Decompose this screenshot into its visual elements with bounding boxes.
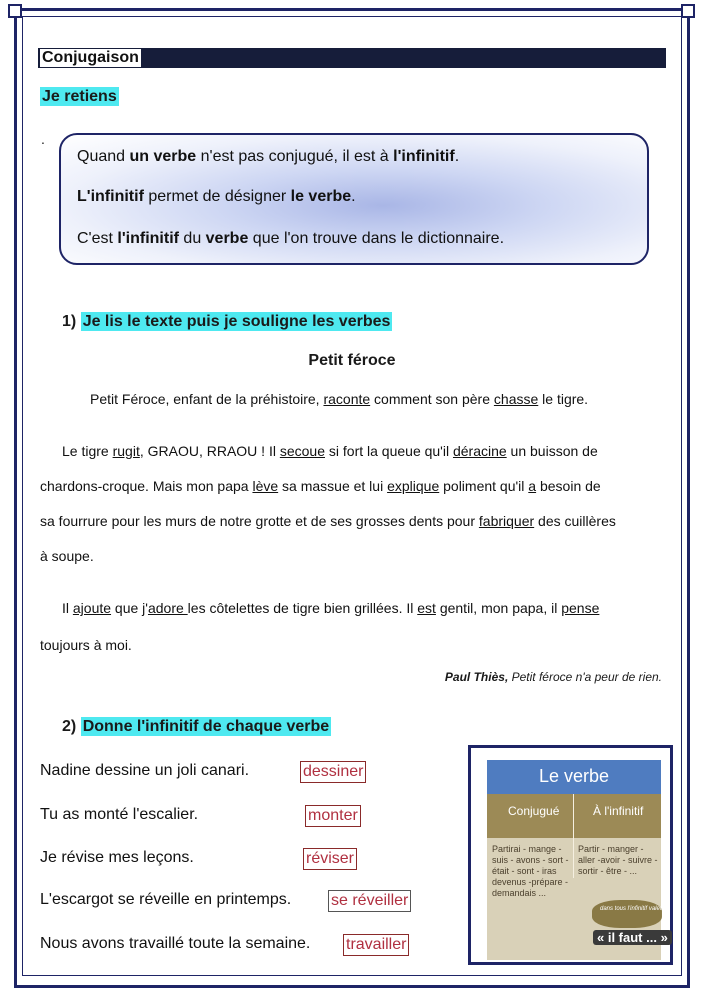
retiens-heading: Je retiens [42,88,117,105]
exercise-1-heading: 1) Je lis le texte puis je souligne les verbes [62,313,391,330]
rule-line-3: C'est l'infinitif du verbe que l'on trouve dans le dictionnaire. [77,230,505,247]
answer-box: travailler [343,934,409,956]
story-title: Petit féroce [308,352,396,369]
rule-line-1: Quand un verbe n'est pas conjugué, il est à l'infinitif. [77,148,460,165]
story-paragraph-1: Petit Féroce, enfant de la préhistoire, raconte comment son père chasse le tigre. [90,391,589,407]
answer-box: réviser [303,848,357,870]
story-line: Le tigre rugit, GRAOU, RRAOU ! Il secoue si fort la queue qu'il déracine un buisson de [62,443,598,459]
story-credit: Paul Thiès, Petit féroce n'a peur de rien. [444,670,662,684]
page-title: Conjugaison [42,49,139,66]
rule-line-2: L'infinitif permet de désigner le verbe. [77,188,356,205]
story-line: sa fourrure pour les murs de notre grotte et de ses grosses dents pour fabriquer des cuillères [40,513,616,529]
corner-ornament [8,4,22,18]
exercise-2-heading: 2) Donne l'infinitif de chaque verbe [62,718,330,735]
bullet-dot: . [41,131,45,147]
exercise-sentence: L'escargot se réveille en printemps. [40,891,292,908]
story-line: toujours à moi. [40,637,132,653]
exercise-sentence: Nadine dessine un joli canari. [40,762,250,779]
verb-card-note-bubble [592,900,662,928]
verb-card-title: Le verbe [487,760,661,794]
verb-card-col-infinitif: À l'infinitif [593,804,644,818]
exercise-sentence: Je révise mes leçons. [40,849,194,866]
verb-card-divider [573,794,574,878]
answer-box: monter [305,805,361,827]
story-line: à soupe. [40,548,94,564]
verb-card-note: dans tous l'infinitif valeur [600,906,666,912]
story-line: Il ajoute que j'adore les côtelettes de tigre bien grillées. Il est gentil, mon papa, il pense [62,600,600,616]
verb-card-infinitif-list: Partir - manger - aller -avoir - suivre - sortir - être - ... [578,844,658,876]
verb-card-conjugue-list: Partirai - mange - suis - avons - sort - était - sont - iras devenus -prépare - demandais ... [492,844,569,898]
verb-card-tag: « il faut ... » [593,930,672,945]
verb-card-col-conjugue: Conjugué [508,804,560,818]
story-line: chardons-croque. Mais mon papa lève sa massue et lui explique poliment qu'il a besoin de [40,478,601,494]
exercise-sentence: Nous avons travaillé toute la semaine. [40,935,311,952]
answer-box: se réveiller [328,890,411,912]
corner-ornament [681,4,695,18]
answer-box: dessiner [300,761,366,783]
exercise-sentence: Tu as monté l'escalier. [40,806,199,823]
